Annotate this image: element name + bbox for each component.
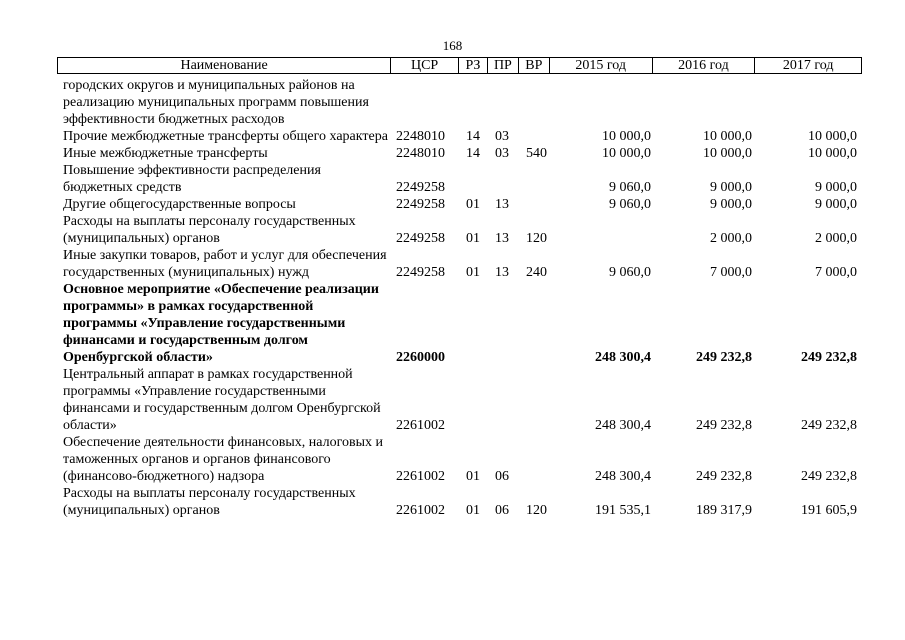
cell-pr: 13 [495, 265, 509, 280]
cell-pr: 13 [495, 231, 509, 246]
cell-y2015: 10 000,0 [602, 129, 651, 144]
table-row [63, 485, 863, 519]
cell-y2016: 9 000,0 [710, 197, 752, 212]
cell-y2017: 191 605,9 [801, 503, 857, 518]
row-name: Основное мероприятие «Обеспечение реализации программы» в рамках государственной программы «Управление государственными финансами и государственным долгом Оренбургской области» [63, 282, 379, 365]
cell-y2017: 10 000,0 [808, 146, 857, 161]
cell-csr: 2249258 [396, 231, 445, 246]
cell-y2015: 9 060,0 [609, 265, 651, 280]
header-2016: 2016 год [653, 58, 756, 73]
row-name: городских округов и муниципальных районов на реализацию муниципальных программ повышения эффективности бюджетных расходов [63, 78, 369, 127]
page-number: 168 [442, 38, 463, 53]
row-name: Расходы на выплаты персоналу государственных (муниципальных) органов [63, 486, 356, 518]
table-body [63, 77, 863, 519]
cell-y2015: 248 300,4 [595, 350, 651, 365]
header-csr: ЦСР [391, 58, 459, 73]
table-row [63, 196, 863, 213]
row-name: Иные закупки товаров, работ и услуг для обеспечения государственных (муниципальных) нужд [63, 248, 387, 280]
table-row [63, 281, 863, 366]
row-name: Центральный аппарат в рамках государственной программы «Управление государственными финансами и государственным долгом Оренбургской области» [63, 367, 381, 433]
cell-y2015: 248 300,4 [595, 418, 651, 433]
cell-y2017: 249 232,8 [801, 350, 857, 365]
cell-y2015: 191 535,1 [595, 503, 651, 518]
cell-y2017: 7 000,0 [815, 265, 857, 280]
cell-y2017: 9 000,0 [815, 197, 857, 212]
cell-pr: 06 [495, 503, 509, 518]
cell-pr: 03 [495, 146, 509, 161]
cell-rz: 01 [466, 231, 480, 246]
table-row [63, 145, 863, 162]
table-row [63, 162, 863, 196]
cell-csr: 2260000 [396, 350, 445, 365]
cell-csr: 2248010 [396, 146, 445, 161]
row-name: Иные межбюджетные трансферты [63, 146, 268, 161]
header-2017: 2017 год [782, 58, 834, 73]
cell-vr: 240 [526, 265, 547, 280]
cell-pr: 03 [495, 129, 509, 144]
cell-pr: 06 [495, 469, 509, 484]
cell-csr: 2249258 [396, 197, 445, 212]
cell-vr: 120 [526, 231, 547, 246]
cell-csr: 2248010 [396, 129, 445, 144]
cell-vr: 540 [526, 146, 547, 161]
header-pr: ПР [488, 58, 519, 73]
cell-rz: 01 [466, 503, 480, 518]
cell-y2016: 10 000,0 [703, 129, 752, 144]
cell-y2017: 249 232,8 [801, 418, 857, 433]
cell-y2015: 9 060,0 [609, 180, 651, 195]
cell-rz: 14 [466, 129, 480, 144]
cell-y2016: 7 000,0 [710, 265, 752, 280]
cell-rz: 01 [466, 469, 480, 484]
table-row [63, 247, 863, 281]
cell-y2016: 9 000,0 [710, 180, 752, 195]
cell-y2015: 10 000,0 [602, 146, 651, 161]
cell-y2017: 10 000,0 [808, 129, 857, 144]
header-name: Наименование [58, 58, 391, 73]
row-name: Расходы на выплаты персоналу государственных (муниципальных) органов [63, 214, 356, 246]
cell-csr: 2261002 [396, 418, 445, 433]
cell-csr: 2261002 [396, 469, 445, 484]
table-row [63, 434, 863, 485]
header-vr: ВР [519, 58, 550, 73]
cell-y2016: 249 232,8 [696, 350, 752, 365]
table-header [57, 57, 862, 74]
cell-csr: 2261002 [396, 503, 445, 518]
table-row [63, 77, 863, 128]
row-name: Обеспечение деятельности финансовых, налоговых и таможенных органов и органов финансового (финансово-бюджетного) надзора [63, 435, 383, 484]
cell-y2015: 9 060,0 [609, 197, 651, 212]
cell-rz: 01 [466, 197, 480, 212]
cell-y2017: 2 000,0 [815, 231, 857, 246]
cell-pr: 13 [495, 197, 509, 212]
cell-y2016: 10 000,0 [703, 146, 752, 161]
table-row [63, 128, 863, 145]
table-row [63, 366, 863, 434]
cell-y2016: 189 317,9 [696, 503, 752, 518]
row-name: Прочие межбюджетные трансферты общего характера [63, 129, 388, 144]
cell-y2017: 249 232,8 [801, 469, 857, 484]
cell-y2016: 2 000,0 [710, 231, 752, 246]
cell-y2015: 248 300,4 [595, 469, 651, 484]
table-row [63, 213, 863, 247]
row-name: Повышение эффективности распределения бюджетных средств [63, 163, 321, 195]
cell-rz: 14 [466, 146, 480, 161]
cell-csr: 2249258 [396, 265, 445, 280]
cell-y2017: 9 000,0 [815, 180, 857, 195]
cell-csr: 2249258 [396, 180, 445, 195]
cell-y2016: 249 232,8 [696, 418, 752, 433]
cell-y2016: 249 232,8 [696, 469, 752, 484]
cell-rz: 01 [466, 265, 480, 280]
row-name: Другие общегосударственные вопросы [63, 197, 296, 212]
header-rz: РЗ [459, 58, 488, 73]
header-2015: 2015 год [550, 58, 653, 73]
cell-vr: 120 [526, 503, 547, 518]
